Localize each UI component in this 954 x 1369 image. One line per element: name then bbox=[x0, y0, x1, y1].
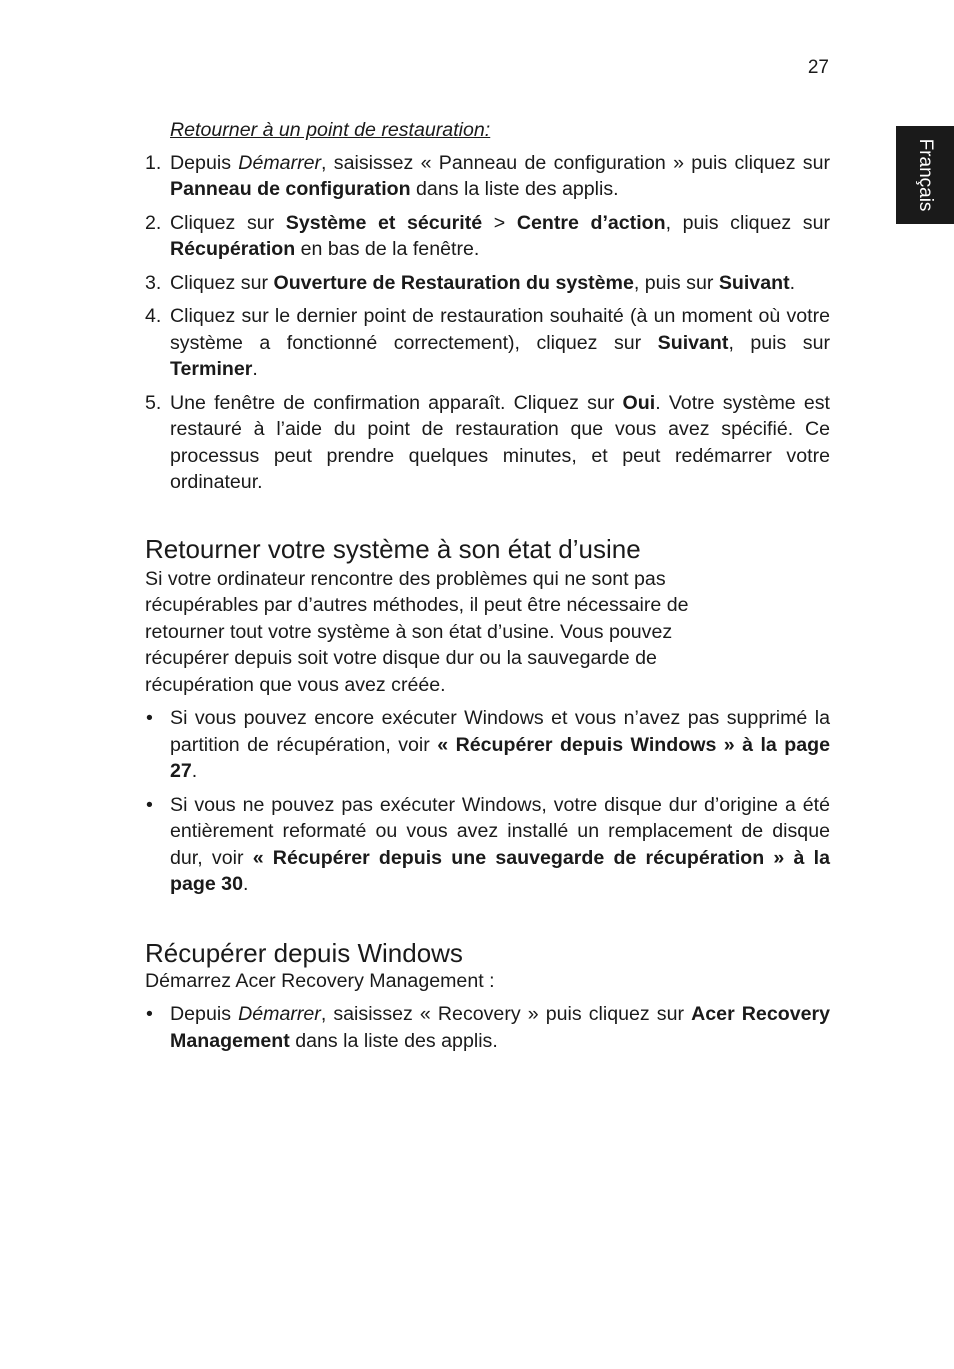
language-label: Français bbox=[915, 138, 936, 212]
bullet-text: Si vous pouvez encore exécuter Windows et vous n’avez pas supprimé la partition de récupération, voir bbox=[170, 707, 830, 756]
step-number: 3. bbox=[145, 271, 162, 294]
step-bold: Système et sécurité bbox=[285, 211, 483, 234]
step-text: dans la liste des applis. bbox=[410, 178, 619, 200]
cross-reference-link[interactable]: « Récupérer depuis une sauvegarde de récupération » à la page 30 bbox=[170, 846, 830, 895]
page-content bbox=[145, 117, 830, 1061]
bullet-italic: Démarrer bbox=[238, 1003, 321, 1025]
step-italic: Démarrer bbox=[238, 151, 322, 174]
list-item bbox=[145, 705, 830, 785]
step-bold: Récupération bbox=[170, 238, 296, 260]
step-number: 1. bbox=[145, 151, 162, 174]
step-text: , puis cliquez sur bbox=[665, 211, 830, 234]
step-text: en bas de la fenêtre. bbox=[295, 238, 480, 260]
step-bold: Suivant bbox=[657, 331, 729, 354]
bullet-marker: • bbox=[146, 707, 153, 729]
step-text: , puis sur bbox=[728, 331, 830, 354]
list-item bbox=[145, 792, 830, 898]
step-bold: Centre d’action bbox=[516, 211, 666, 234]
from-windows-lead: Démarrez Acer Recovery Management : bbox=[145, 969, 495, 992]
step-text: Cliquez sur bbox=[170, 271, 274, 294]
list-item bbox=[145, 303, 830, 383]
step-text: . bbox=[789, 271, 796, 294]
bullet-marker: • bbox=[146, 1003, 153, 1025]
list-item bbox=[145, 210, 830, 263]
restore-point-intro: Retourner à un point de restauration: bbox=[170, 119, 491, 141]
section-heading-factory-reset: Retourner votre système à son état d’usine bbox=[145, 533, 641, 564]
from-windows-bullets bbox=[145, 1001, 830, 1054]
bullet-text: . bbox=[191, 760, 198, 782]
bullet-marker: • bbox=[146, 793, 153, 816]
step-bold: Suivant bbox=[718, 271, 790, 294]
step-text: , saisissez « Panneau de configuration » puis cliquez sur bbox=[321, 151, 831, 174]
step-text: Cliquez sur bbox=[170, 211, 286, 234]
bullet-text: . bbox=[242, 873, 249, 895]
step-text: . bbox=[252, 358, 258, 380]
section-heading-from-windows: Récupérer depuis Windows bbox=[145, 937, 463, 968]
cross-reference-link[interactable]: « Récupérer depuis Windows » à la page 27 bbox=[170, 733, 831, 782]
list-item bbox=[145, 1001, 830, 1054]
step-bold: Oui bbox=[622, 391, 656, 414]
step-number: 2. bbox=[145, 211, 162, 234]
bullet-text: Si vous ne pouvez pas exécuter Windows, votre disque dur d’origine a été entièrement reformaté ou vous avez installé un remplacement de disque dur, voir bbox=[170, 793, 830, 869]
bullet-text: , saisissez « Recovery » puis cliquez sur bbox=[320, 1003, 692, 1025]
step-bold: Panneau de configuration bbox=[170, 178, 411, 200]
list-item bbox=[145, 270, 830, 297]
step-text: Une fenêtre de confirmation apparaît. Cliquez sur bbox=[170, 391, 623, 414]
list-item bbox=[145, 150, 830, 203]
factory-reset-bullets bbox=[145, 705, 830, 898]
list-item bbox=[145, 390, 830, 496]
page-number: 27 bbox=[807, 57, 829, 78]
bullet-text: dans la liste des applis. bbox=[289, 1029, 498, 1052]
bullet-bold: Acer Recovery Management bbox=[170, 1003, 831, 1052]
step-text: Cliquez sur le dernier point de restauration souhaité (à un moment où votre système a fonctionné correctement), cliquez sur bbox=[170, 305, 830, 354]
step-bold: Terminer bbox=[170, 358, 253, 380]
step-text: Depuis bbox=[170, 151, 239, 174]
bullet-text: Depuis bbox=[170, 1003, 239, 1025]
step-text: > bbox=[482, 211, 517, 234]
language-side-tab bbox=[896, 126, 954, 224]
factory-reset-paragraph: Si votre ordinateur rencontre des problèmes qui ne sont pas récupérables par d’autres méthodes, il peut être nécessaire de retourner tout votre système à son état d’usine. Vous pouvez récupérer depuis soit votre disque dur ou la sauvegarde de récupération que vous avez créée. bbox=[145, 567, 689, 696]
step-number: 5. bbox=[145, 391, 162, 414]
restore-steps-list bbox=[145, 150, 830, 496]
step-bold: Ouverture de Restauration du système bbox=[273, 271, 634, 294]
step-text: . Votre système est restauré à l’aide du point de restauration que vous avez spécifié. Ce processus peut prendre quelques minutes, et peut redémarrer votre ordinateur. bbox=[170, 391, 830, 493]
step-text: , puis sur bbox=[633, 271, 719, 294]
step-number: 4. bbox=[145, 305, 162, 327]
